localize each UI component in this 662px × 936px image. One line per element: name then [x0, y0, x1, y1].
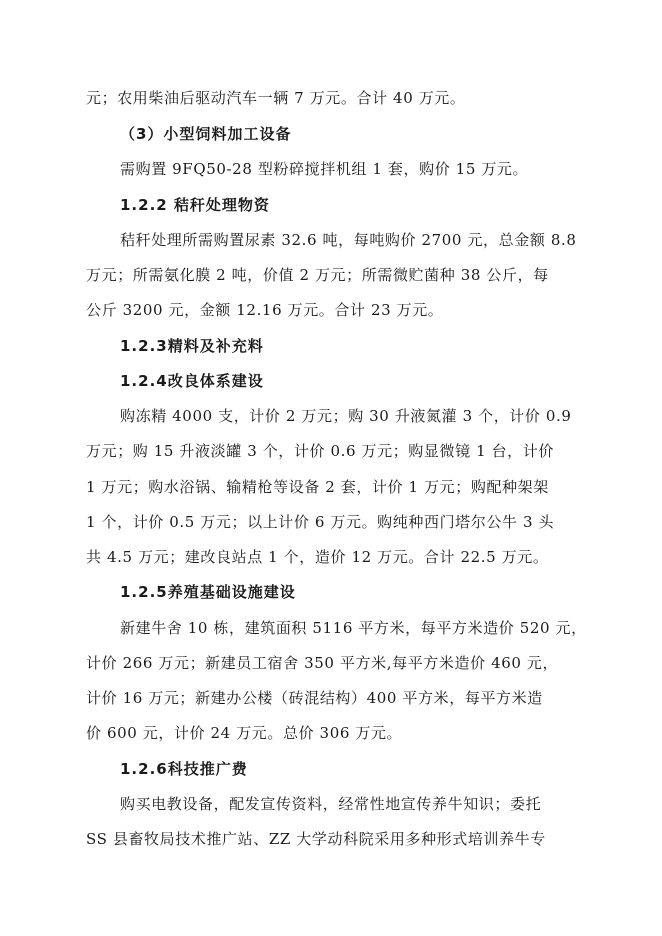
text-line: 共 4.5 万元；建改良站点 1 个，造价 12 万元。合计 22.5 万元。 — [86, 548, 549, 566]
text-line: 1 万元；购水浴锅、输精枪等设备 2 套，计价 1 万元；购配种架架 — [86, 478, 549, 496]
text-line: 需购置 9FQ50-28 型粉碎搅拌机组 1 套，购价 15 万元。 — [120, 160, 529, 178]
text-line: 万元；所需氨化膜 2 吨，价值 2 万元；所需微贮菌种 38 公斤，每 — [86, 266, 549, 284]
text-line: 购冻精 4000 支，计价 2 万元；购 30 升液氮灌 3 个，计价 0.9 — [120, 407, 572, 425]
section-heading: （3）小型饲料加工设备 — [120, 125, 292, 143]
text-line: SS 县畜牧局技术推广站、ZZ 大学动科院采用多种形式培训养牛专 — [86, 830, 546, 848]
text-line: 价 600 元，计价 24 万元。总价 306 万元。 — [86, 724, 403, 742]
text-line: 万元；购 15 升液淡罐 3 个，计价 0.6 万元；购显微镜 1 台，计价 — [86, 442, 554, 460]
section-heading: 1.2.3精料及补充料 — [120, 337, 264, 355]
text-line: 元；农用柴油后驱动汽车一辆 7 万元。合计 40 万元。 — [86, 89, 466, 107]
text-line: 新建牛舍 10 栋，建筑面积 5116 平方米，每平方米造价 520 元， — [120, 619, 587, 637]
text-line: 计价 266 万元；新建员工宿舍 350 平方米,每平方米造价 460 元， — [86, 654, 559, 672]
section-heading: 1.2.4改良体系建设 — [120, 372, 264, 390]
text-line: 1 个，计价 0.5 万元；以上计价 6 万元。购纯种西门塔尔公牛 3 头 — [86, 513, 555, 531]
text-line: 计价 16 万元；新建办公楼（砖混结构）400 平方米，每平方米造 — [86, 689, 543, 707]
section-heading: 1.2.2 秸秆处理物资 — [120, 196, 270, 214]
section-heading: 1.2.5养殖基础设施建设 — [120, 583, 296, 601]
section-heading: 1.2.6科技推广费 — [120, 760, 248, 778]
text-line: 公斤 3200 元，金额 12.16 万元。合计 23 万元。 — [86, 301, 444, 319]
text-line: 购买电教设备，配发宣传资料，经常性地宣传养牛知识；委托 — [120, 795, 542, 813]
text-line: 秸秆处理所需购置尿素 32.6 吨，每吨购价 2700 元，总金额 8.8 — [120, 231, 577, 249]
